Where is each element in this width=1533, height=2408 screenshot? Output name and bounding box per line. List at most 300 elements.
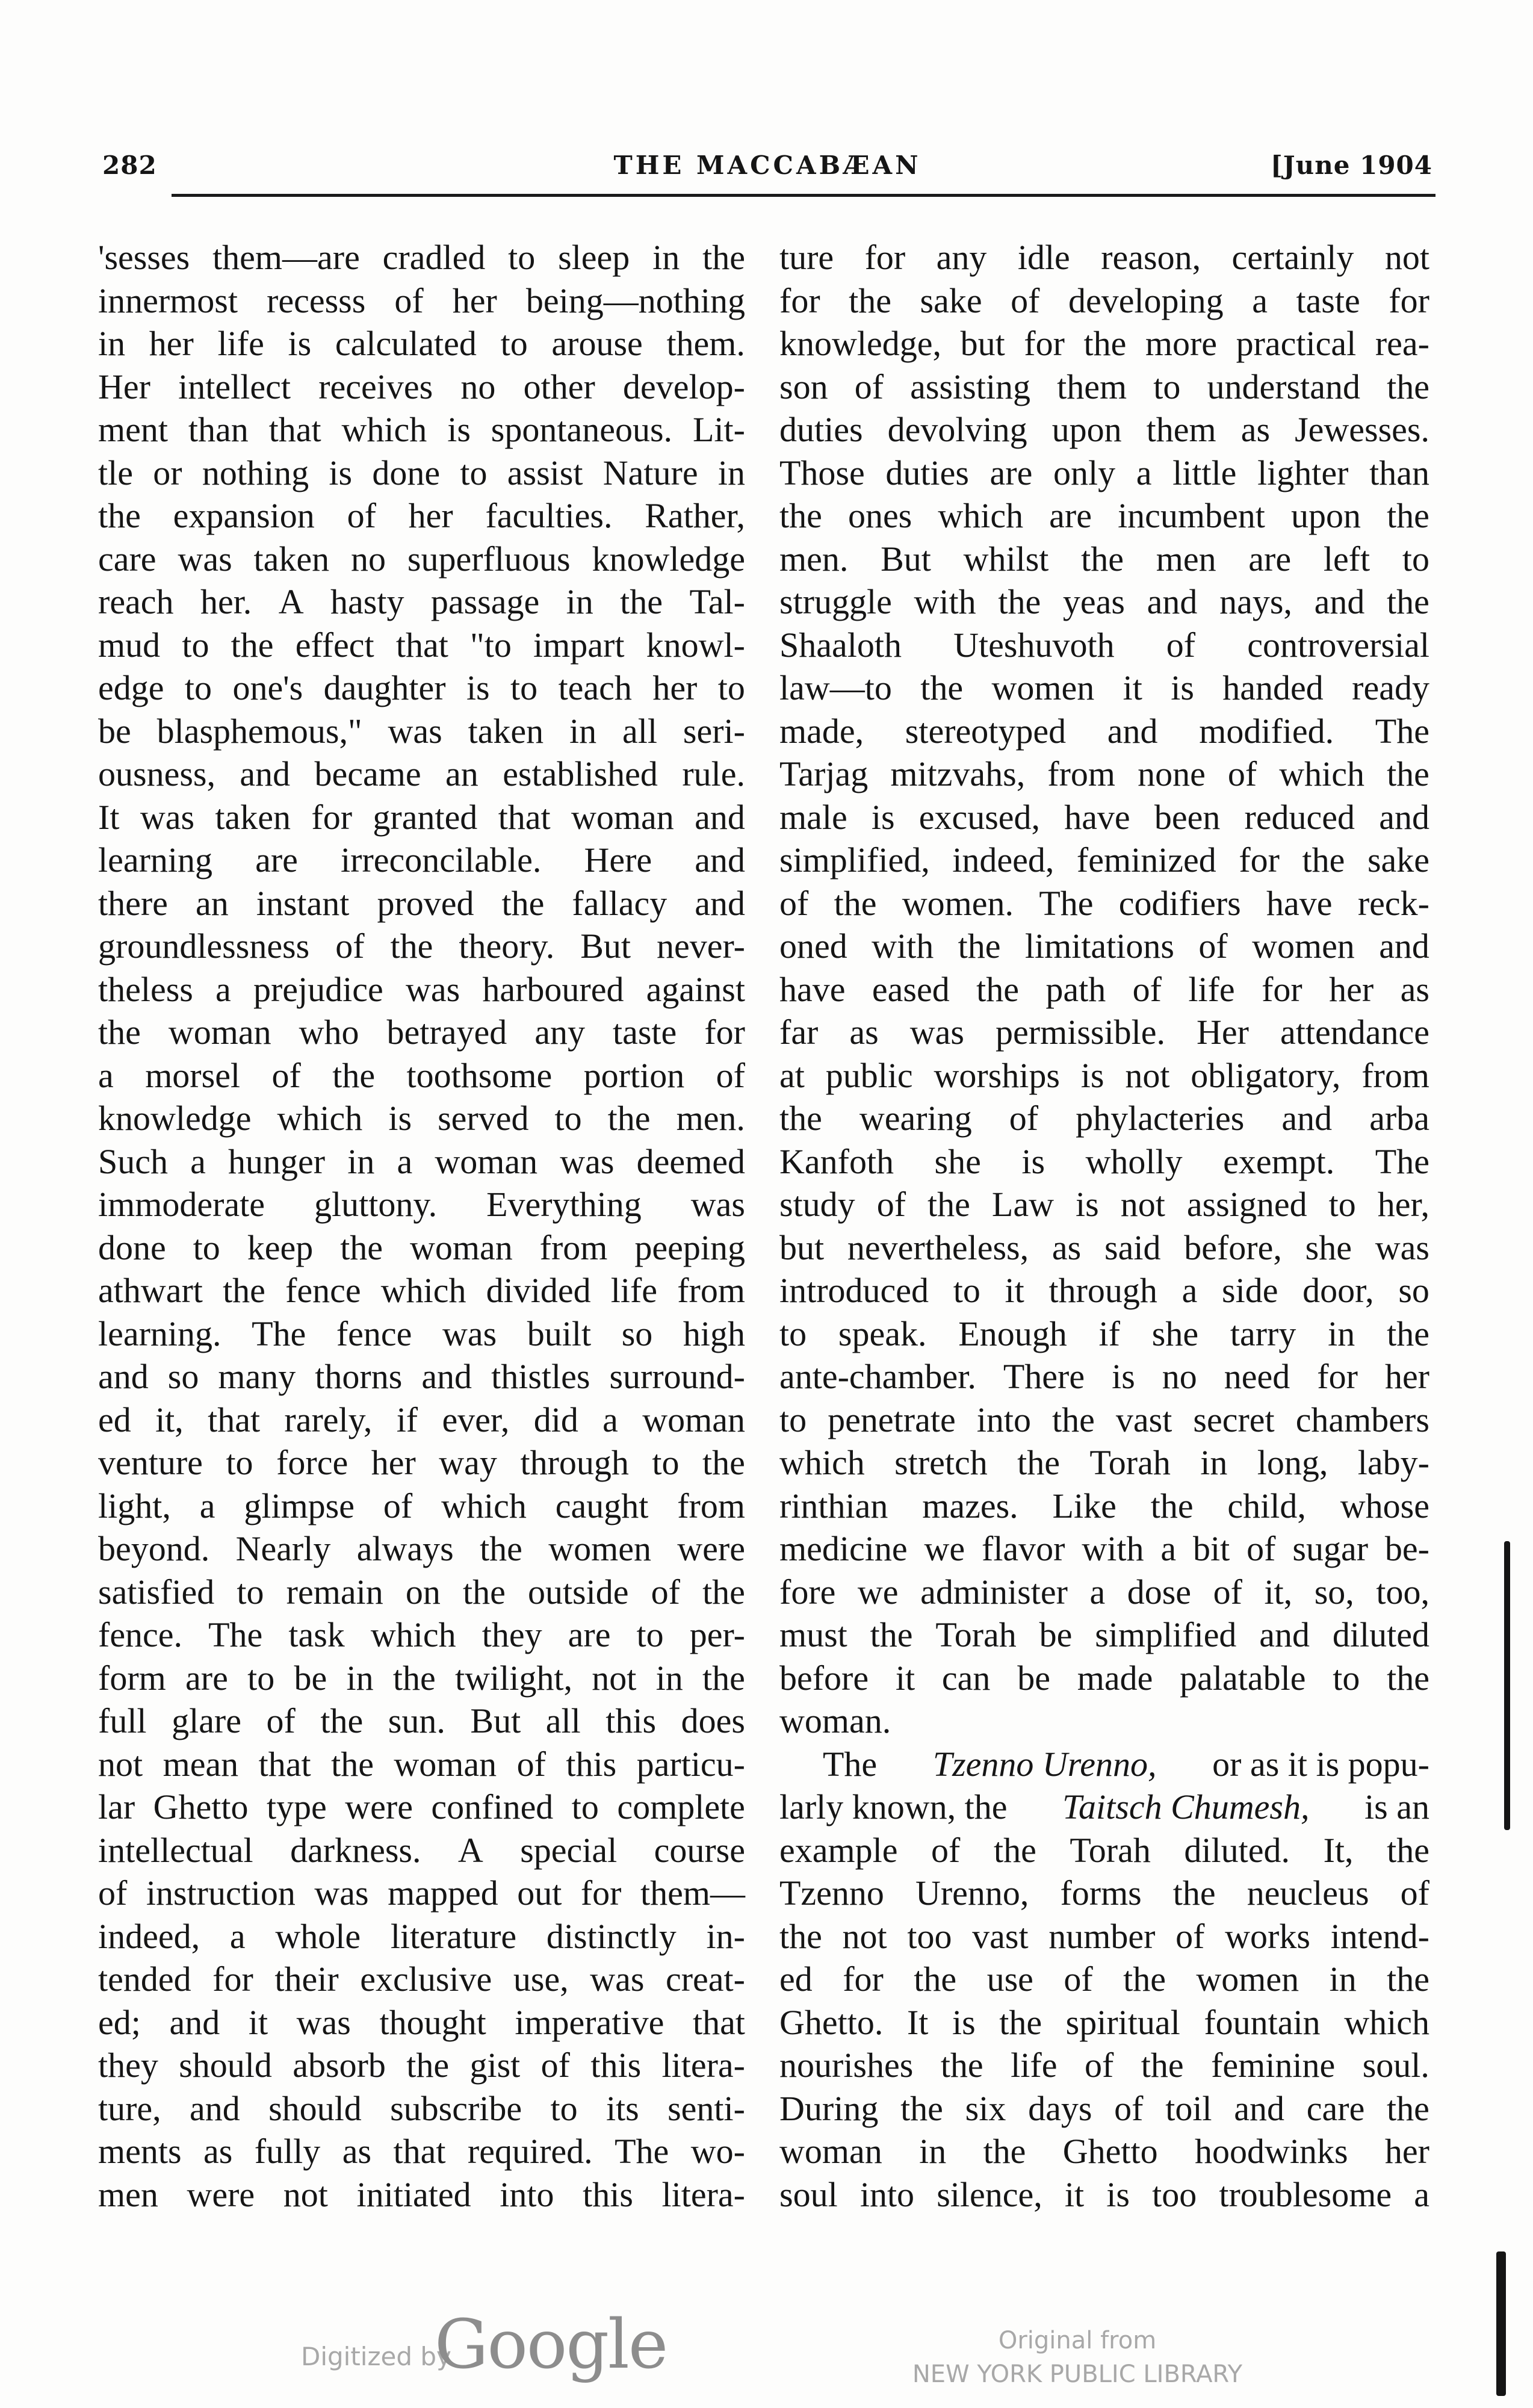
text-word: men [98,2174,158,2214]
text-word: in [346,1658,374,1698]
text-line [98,882,745,925]
text-line [98,365,745,409]
text-word: the [1387,1314,1429,1353]
text-word: have [779,969,846,1009]
text-word: that [395,625,448,665]
text-word: Uteshuvoth [953,625,1115,665]
text-word: of [779,883,809,923]
text-word: Law [991,1185,1054,1224]
text-word: it [1123,668,1142,707]
text-word: be [1017,1658,1050,1698]
text-word: seri- [683,711,745,751]
text-word: the [1083,324,1127,363]
text-word: fence. [98,1615,183,1654]
text-word: feminized [1076,840,1216,880]
text-word: them—are [212,238,360,277]
text-word: taste [1296,281,1360,320]
text-word: woman [642,1400,745,1439]
text-word: secret [1193,1400,1275,1439]
text-line [779,1312,1429,1356]
text-word: of [516,1744,546,1784]
text-word: law—to [779,668,892,707]
text-word: public [825,1055,913,1095]
text-word: the [1387,582,1429,621]
text-word: ture [779,238,834,277]
text-word: the [1123,1960,1166,1999]
text-word: theory. [459,926,555,966]
text-word: care [1306,2088,1365,2128]
text-word: established [503,754,658,793]
text-word: it, [155,1400,184,1439]
text-word: But [881,539,931,579]
text-word: from [539,1227,608,1267]
text-word: It, [1323,1830,1354,1870]
text-line [779,452,1429,495]
text-word: is [1076,1185,1099,1224]
text-word: vast [1115,1400,1172,1439]
text-word: the [900,2088,943,2128]
text-word: which [441,1486,527,1525]
text-word: is [388,1099,412,1138]
text-word: to [460,453,488,492]
text-word: use [986,1960,1033,1999]
text-line [779,236,1429,279]
text-word: course [654,1830,745,1870]
text-line [779,2001,1429,2044]
text-word: rarely, [284,1400,373,1439]
text-line [779,882,1429,925]
text-word: laby- [1357,1443,1429,1482]
text-line [98,408,745,452]
text-word: no [351,539,386,579]
text-word: is [447,410,471,449]
text-word: special [520,1830,618,1870]
left-column [98,236,745,2229]
text-word: women. [902,883,1014,923]
header-rule-gap [102,194,172,197]
text-word: remain [286,1572,383,1612]
text-word: hasty [330,582,404,621]
text-word: Tal- [689,582,745,621]
text-word: arouse [551,324,643,363]
text-word: chambers [1295,1400,1429,1439]
text-word: a [229,1916,246,1956]
text-line [98,2001,745,2044]
text-word: a [1181,1271,1198,1310]
text-word: passage [430,582,540,621]
text-word: this [590,2046,642,2085]
text-word: instant [256,883,350,923]
text-word: to [193,1227,220,1267]
text-line [98,1140,745,1184]
text-word: are [255,840,298,880]
text-word: develop- [623,367,745,406]
text-word: outside [527,1572,629,1612]
text-word: any [936,238,987,277]
text-word: 'sesses [98,238,190,277]
text-word: it, [1264,1572,1293,1612]
text-word: the [392,1658,436,1698]
text-word: too, [1376,1572,1429,1612]
text-word: the [958,926,1001,966]
text-line [779,365,1429,409]
text-line [98,236,745,279]
text-word: Tzenno [779,1873,884,1913]
text-word: for [779,281,820,320]
text-word: sun. [388,1701,445,1740]
text-word: which [370,1615,456,1654]
text-word: ment [98,410,168,449]
text-word: not [1384,238,1429,277]
text-word: is [1112,1357,1135,1396]
text-word: phylacteries [1076,1099,1245,1138]
text-word: left [1323,539,1370,579]
text-word: struggle [779,582,892,621]
text-line [779,1011,1429,1054]
text-word: a [602,1400,618,1439]
text-word: of [854,367,884,406]
text-word: mapped [388,1873,498,1913]
text-word: an [195,883,229,923]
text-word: is [1171,668,1194,707]
text-word: ones [847,496,912,535]
text-word: was [442,1314,497,1353]
margin-scan-mark [1504,1541,1510,1830]
text-word: for [1024,324,1065,363]
text-word: feminine [1211,2046,1336,2085]
text-word: assist [507,453,583,492]
text-word: Enough [958,1314,1067,1353]
text-word: the [983,2132,1026,2171]
text-word: be [98,711,131,751]
text-word: whilst [963,539,1049,579]
text-word: which [1279,754,1365,793]
text-word: sake [920,281,982,320]
text-word: made, [779,711,864,751]
text-word: fence [336,1314,412,1353]
text-word: simplified [1095,1615,1237,1654]
scan-watermark [0,2306,1533,2408]
text-word: were [345,1787,413,1826]
text-word: of [1132,969,1162,1009]
text-word: for [1317,1357,1358,1396]
text-line [98,796,745,839]
text-word: is [1106,2174,1130,2214]
text-line [779,1829,1429,1872]
text-word: a [1136,453,1152,492]
text-word: ture, [98,2088,161,2128]
text-word: way [439,1443,497,1482]
header-rule [102,194,1435,197]
text-word: must [779,1615,847,1654]
text-word: which [380,1271,466,1310]
text-word: or [153,453,182,492]
text-word: is [1021,1141,1045,1181]
text-word: was [590,1960,645,1999]
text-word: days [1028,2088,1092,2128]
text-word: initiated [356,2174,471,2214]
text-line [98,1097,745,1140]
text-word: as [849,1013,879,1052]
text-word: the [406,2046,450,2085]
text-word: intend- [1330,1916,1429,1956]
text-word: taken [468,711,544,751]
text-word: at [779,1055,805,1095]
text-word: immoderate [98,1185,265,1224]
text-word: Torah [935,1615,1017,1654]
text-word: the [1387,754,1429,793]
text-word: mean [163,1744,239,1784]
text-line [779,666,1429,710]
text-line [779,752,1429,796]
text-word: and [1147,582,1198,621]
text-word: is [329,453,353,492]
text-word: peeping [634,1227,745,1267]
text-word: reason, [1101,238,1201,277]
text-word: of [1247,1529,1276,1568]
text-word: high [683,1314,745,1353]
text-word: divided [486,1271,591,1310]
original-from-label: Original from [998,2327,1157,2354]
text-word: for [311,797,353,837]
text-word: fountain [1204,2002,1321,2042]
journal-title: THE MACCABÆAN [613,150,921,180]
text-word: understand [1207,367,1360,406]
text-word: the [976,969,1019,1009]
text-word: the [1387,367,1429,406]
text-word: to [510,668,538,707]
text-word: as [1051,1227,1082,1267]
text-word: developing [1068,281,1224,320]
text-word: in [1200,1443,1228,1482]
text-word: irreconcilable. [341,840,542,880]
text-word: are [989,453,1033,492]
text-word: to [247,1658,275,1698]
text-word: a [190,1141,206,1181]
text-word: hoodwinks [1194,2132,1348,2171]
text-word: the [340,1227,383,1267]
text-line [98,1398,745,1442]
text-word: women [1196,1960,1299,1999]
text-word: her [452,281,497,320]
text-word: the [1387,1658,1429,1698]
text-line [779,1872,1429,1915]
text-word: to [779,1314,807,1353]
text-word: far [779,1013,819,1052]
text-word: granted [373,797,478,837]
text-word: not [1120,1185,1165,1224]
text-word: is [466,668,490,707]
text-line [98,1613,745,1657]
text-line [98,2173,745,2217]
text-word: the [779,1099,822,1138]
text-word: rea- [1375,324,1429,363]
text-line [779,1097,1429,1140]
text-word: and [1314,582,1365,621]
text-word: mud [98,625,161,665]
text-line [98,1915,745,1958]
text-line [779,1054,1429,1097]
text-word: that [258,1744,311,1784]
text-word: a [98,1055,114,1095]
text-word: dose [1127,1572,1192,1612]
text-word: type [266,1787,327,1826]
text-word: groundlessness [98,926,310,966]
text-word: thistles [491,1357,590,1396]
text-word: of [1009,1099,1039,1138]
text-word: other [523,367,595,406]
text-word: women [1252,926,1355,966]
text-word: men. [779,539,849,579]
text-word: keep [247,1227,314,1267]
text-word: introduced [779,1271,929,1310]
text-word: them [1146,410,1216,449]
text-word: gist [469,2046,521,2085]
text-line [779,2173,1429,2217]
text-word: and [1281,1099,1333,1138]
text-word: to [779,1400,807,1439]
text-word: teach [558,668,632,707]
text-word: so, [1314,1572,1354,1612]
text-word: with [872,926,934,966]
text-word: woman [779,2132,882,2171]
text-line [779,624,1429,667]
text-line [98,1527,745,1571]
text-word: woman [435,1141,538,1181]
text-word: Like [1052,1486,1116,1525]
text-word: if [1098,1314,1120,1353]
text-word: Nearly [235,1529,331,1568]
text-line [98,279,745,323]
text-word: child, [1227,1486,1306,1525]
text-word: attendance [1280,1013,1429,1052]
text-word: the [390,926,433,966]
text-word: is [1080,1055,1104,1095]
text-word: Nature [602,453,698,492]
text-word: certainly [1231,238,1354,277]
text-word: should [179,2046,272,2085]
text-word: ousness, [98,754,215,793]
text-word: are [185,1658,228,1698]
text-word: are [1248,539,1292,579]
text-word: before, [1184,1227,1282,1267]
text-word: per- [689,1615,745,1654]
text-word: Torah [1089,1443,1171,1482]
text-word: lighter [1257,453,1349,492]
text-word: on [405,1572,441,1612]
text-word: through [520,1443,629,1482]
text-word: the [501,883,545,923]
text-word: to [1333,1658,1360,1698]
text-word: path [1045,969,1106,1009]
text-line [779,1657,1429,1700]
text-word: her [371,1443,416,1482]
text-line [779,1571,1429,1614]
text-word: was [909,1013,964,1052]
text-word: obligatory, [1191,1055,1341,1095]
text-word: absorb [293,2046,386,2085]
text-word: to [652,1443,680,1482]
text-word: reck- [1357,883,1429,923]
text-word: and [421,1357,472,1396]
text-line [779,1441,1429,1485]
text-word: of [1166,625,1196,665]
text-line [779,1269,1429,1312]
text-word: task [288,1615,345,1654]
text-word: they [482,1615,542,1654]
text-word: all [622,711,658,751]
text-word: cradled [382,238,486,277]
text-word: was [388,711,442,751]
text-word: her [652,668,698,707]
text-word: the [870,1615,913,1654]
text-word: The [252,1314,306,1353]
running-header [102,150,1432,187]
text-word: example [779,1830,898,1870]
text-word: in [566,582,593,621]
text-line [98,322,745,365]
text-word: wo- [690,2132,745,2171]
text-word: to [182,625,209,665]
text-line [779,1355,1429,1398]
text-word: reduced [1244,797,1355,837]
text-word: the [1052,1400,1095,1439]
text-line [98,839,745,882]
text-line [779,580,1429,624]
text-word: the [1387,1960,1429,1999]
text-word: learning. [98,1314,221,1353]
text-word: particu- [636,1744,745,1784]
text-line [98,2130,745,2173]
text-word: use, [513,1960,569,1999]
text-line [98,1054,745,1097]
text-word: the [1387,496,1429,535]
text-line [779,839,1429,882]
text-word: any [534,1013,585,1052]
text-word: caught [555,1486,649,1525]
text-word: and [1259,1615,1310,1654]
text-word: was [405,969,460,1009]
text-word: to [636,1615,664,1654]
text-word: devolving [887,410,1027,449]
text-word: senti- [667,2088,745,2128]
text-word: to [717,668,745,707]
text-word: theless [98,969,193,1009]
text-word: as [1400,969,1429,1009]
text-word: to [184,668,212,707]
text-line [779,1915,1429,1958]
text-word: the [320,1701,364,1740]
text-word: built [527,1314,592,1353]
text-word: it [1005,1271,1024,1310]
text-word: the [999,2002,1042,2042]
text-word: There [1003,1357,1085,1396]
text-word: from [1361,1055,1429,1095]
text-word: to [508,238,536,277]
text-word: the [849,281,892,320]
text-word: of [651,1572,680,1612]
text-word: that [498,797,551,837]
text-word: there [98,883,168,923]
text-word: Ghetto [1062,2132,1158,2171]
text-word: and [1379,926,1429,966]
text-line [779,1183,1429,1226]
text-word: are [1049,496,1092,535]
text-word: if [396,1400,418,1439]
page-number: 282 [102,150,157,180]
text-word: surround- [609,1357,745,1396]
text-word: number [1048,1916,1156,1956]
